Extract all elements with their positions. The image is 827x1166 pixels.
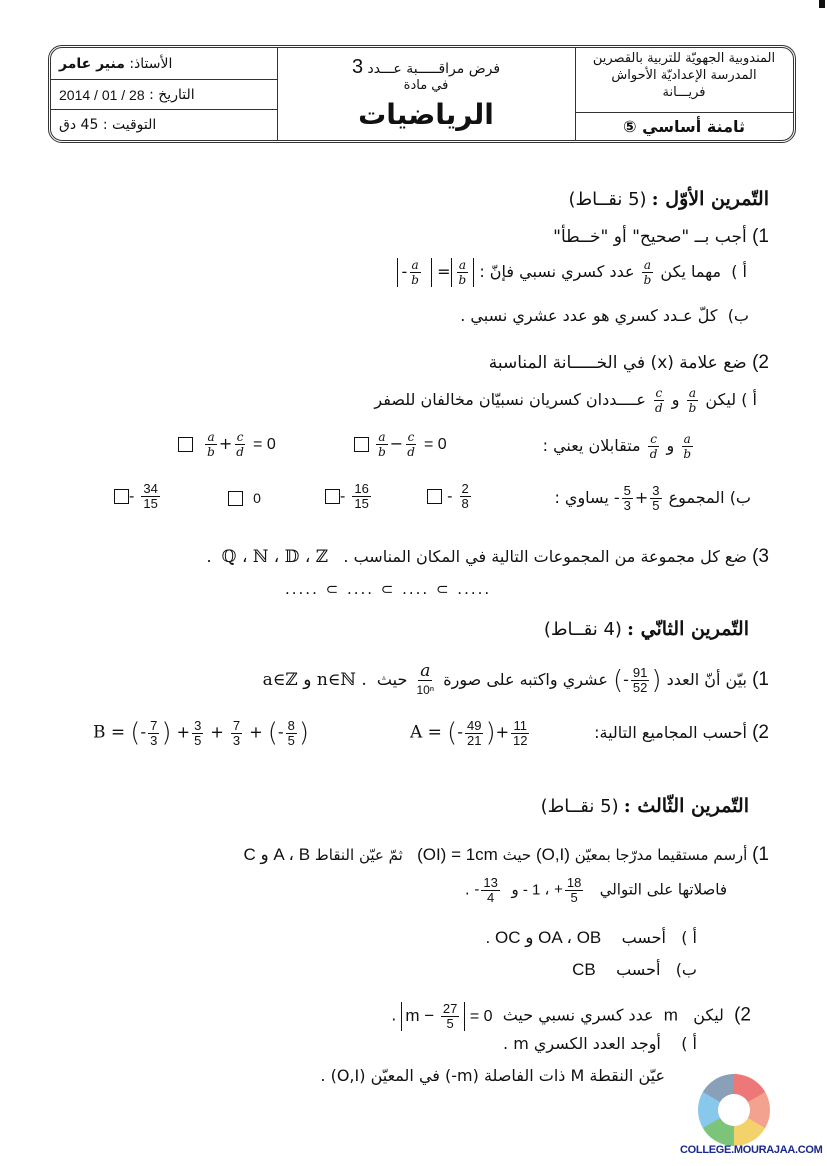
exercise1-points: (5 نقــاط) <box>568 189 647 210</box>
ex3-q2: 2) ليكن m عدد كسري نسبي حيث m − $\frac{27}{5}$ = 0 . <box>391 1001 751 1031</box>
exercise2-heading <box>544 618 749 640</box>
teacher-name: منير عامر <box>59 55 125 72</box>
exercise3-heading <box>541 795 749 817</box>
exercise3-points: (5 نقــاط) <box>540 796 619 817</box>
duration-row <box>51 110 277 140</box>
fraction-a-b: $\frac{a}{b}$ <box>643 258 652 287</box>
abs-m-equation: m − $\frac{27}{5}$ = 0 <box>401 1008 492 1025</box>
equals-zero: = 0 <box>469 1007 493 1025</box>
q-number: 2) <box>752 352 769 373</box>
ex1-q1a <box>397 258 747 287</box>
denominator: 15 <box>354 496 369 511</box>
variable-m: m <box>663 1005 678 1025</box>
sub-label: ب) <box>675 960 697 979</box>
set-inclusion-chain: ..... ⊂ .... ⊂ .... ⊂ ..... <box>285 580 492 598</box>
sub-label: ب) <box>727 306 749 325</box>
option-minus-34-15 <box>114 482 162 511</box>
numerator: 2 <box>461 481 469 496</box>
option-text: = 0 <box>253 436 276 453</box>
site-logo <box>680 1060 823 1160</box>
ex1-q2a-text2: عــــددان كسريان نسبيّان مخالفان للصفر <box>374 390 646 409</box>
checkbox[interactable] <box>178 437 193 452</box>
sub-label: أ ) <box>681 928 697 947</box>
region-name: المندوبية الجهويّة للتربية بالقصرين <box>592 51 776 66</box>
header-school-info <box>575 48 793 140</box>
expression-A: A = (- $\frac{49}{21}$ )+ $\frac{11}{12}$ <box>410 717 528 748</box>
checkbox[interactable] <box>228 491 243 506</box>
option-zero <box>228 488 261 507</box>
town-name: فريـــانة <box>662 85 706 100</box>
frame-label: (O,I) <box>535 845 570 864</box>
ex1-q1a-text: مهما يكن <box>660 262 722 281</box>
ex2-q1-text2: عشري واكتبه على صورة <box>443 670 608 689</box>
denominator: 15 <box>143 496 158 511</box>
q-number: 1) <box>752 844 769 865</box>
distance-CB: CB <box>572 960 596 979</box>
and-word: و <box>666 436 675 455</box>
ex1-q2-text: ضع علامة (x) في الخـــــانة المناسبة <box>488 353 747 373</box>
ex2-q1: 1) بيّن أنّ العدد (- $\frac{91}{52}$ ) عشري واكتبه على صورة $\frac{a}{\text{10ⁿ}}$ حيث a∈ℤ و n∈ℕ . <box>262 661 769 697</box>
absolute-value-equation: - $\frac{a}{b}$ = $\frac{a}{b}$ <box>397 262 474 281</box>
ex1-q1-text: أجب بــ "صحيح" أو "خــطأ" <box>553 227 747 247</box>
numerator: 34 <box>143 481 158 496</box>
numerator: 16 <box>354 481 369 496</box>
ex1-q2b <box>554 484 751 513</box>
and-word: و <box>671 390 680 409</box>
option-minus-2-8 <box>427 482 473 511</box>
ex1-q1b <box>460 306 749 325</box>
ex3-q1-text: أرسم مستقيما مدرّجا بمعيّن <box>574 846 748 864</box>
exam-number: 3 <box>351 56 364 78</box>
ex2-q2-text: أحسب المجاميع التالية: <box>594 723 747 742</box>
ex3-q2a-text: أوجد العدد الكسري m . <box>503 1034 661 1053</box>
denominator: 52 <box>632 680 648 695</box>
sub-label: أ ) <box>741 390 757 409</box>
date-label: التاريخ : <box>149 86 195 103</box>
ex1-q3-text: ضع كل مجموعة من المجموعات التالية في المكان المناسب . <box>343 547 747 566</box>
sub-label: أ ) <box>731 262 747 281</box>
number-sets: ℚ ، ℕ ، 𝔻 ، ℤ <box>221 547 329 567</box>
q-number: 1) <box>752 226 769 247</box>
logo-text: COLLEGE.MOURAJAA.COM <box>680 1144 823 1156</box>
exercise1-heading <box>569 188 769 210</box>
option-text: = 0 <box>423 436 447 453</box>
ex1-q1a-text2: عدد كسري نسبي فإنّ : <box>479 262 635 281</box>
numerator: 91 <box>632 665 648 680</box>
exercise2-title: التّمرين الثانّي : <box>627 618 749 640</box>
teacher-row <box>51 48 277 80</box>
ex1-q2a: أ ) ليكن $\frac{a}{b}$ و $\frac{c}{d}$ عــــددان كسريان نسبيّان مخالفان للصفر <box>374 386 757 415</box>
ex3-qb-text: أحسب <box>616 960 661 979</box>
exercise2-points: (4 نقــاط) <box>543 619 622 640</box>
q-number: 2) <box>752 722 769 743</box>
exam-header <box>48 45 796 143</box>
q-number: 2) <box>734 1004 751 1026</box>
ex2-q2 <box>594 722 769 744</box>
scan-corner-mark <box>819 0 825 8</box>
exercise1-title: التّمرين الأوّل : <box>651 188 769 210</box>
ex3-q2-text: ليكن <box>693 1005 724 1025</box>
header-teacher-info <box>51 48 278 140</box>
ex2-q1-text: بيّن أنّ العدد <box>666 670 747 689</box>
ex1-q2b-text2: يساوي : <box>554 488 609 507</box>
sum-expression: - $\frac{5}{3}$ + $\frac{3}{5}$ <box>613 483 660 513</box>
ex1-q2b-text: المجموع <box>668 488 725 507</box>
exercise3-title: التّمرين الثّالث : <box>623 795 749 817</box>
ex3-q1-line2: فاصلاتها على التوالي + $\frac{18}{5}$ ، 1 - و - $\frac{13}{4}$ . <box>464 875 727 905</box>
q-number: 3) <box>752 546 769 567</box>
ex3-q1-text2: ثمّ عيّن النقاط <box>314 846 403 864</box>
duration-label: التوقيت : <box>102 117 157 133</box>
checkbox[interactable] <box>427 489 442 504</box>
checkbox[interactable] <box>325 489 340 504</box>
ex2-q1-where: حيث <box>376 670 408 689</box>
ex3-q2a <box>503 1034 697 1053</box>
distances-list: OA ، OB و OC . <box>485 928 602 947</box>
abscissa-values: ، 1 - و <box>511 881 550 899</box>
ex1-q2a-text: ليكن <box>705 390 737 409</box>
ex1-q2 <box>489 352 769 374</box>
q-number: 1) <box>752 669 769 690</box>
duration-value: 45 دق <box>59 117 99 133</box>
sign: - <box>447 488 453 505</box>
ex3-qa-text: أحسب <box>621 928 666 947</box>
ex3-q2-text2: عدد كسري نسبي حيث <box>502 1005 654 1025</box>
option-value: 0 <box>253 490 261 506</box>
teacher-label: الأستاذ: <box>129 55 173 72</box>
option-minus-16-15 <box>325 482 373 511</box>
where-word: حيث <box>502 846 532 864</box>
ex1-q2a-line2: $\frac{a}{b}$ و $\frac{c}{d}$ متقابلان يعني : <box>542 432 691 461</box>
sub-label: أ ) <box>681 1034 697 1053</box>
sign: - <box>129 488 135 505</box>
ex1-q1b-text: كلّ عـدد كسري هو عدد عشري نسبي . <box>460 306 718 325</box>
unit-equation: (OI) = 1cm <box>417 845 498 864</box>
ex3-q2b: عيّن النقطة M ذات الفاصلة (m-) في المعيّن (O,I) . <box>320 1066 665 1085</box>
ex3-qb <box>572 960 697 980</box>
school-name: المدرسة الإعداديّة الأحواش <box>611 68 757 83</box>
ex3-qa <box>486 928 697 948</box>
sub-label: ب) <box>729 488 751 507</box>
expression-B: B = (- $\frac{7}{3}$ ) + $\frac{3}{5}$ + $\frac{7}{3}$ + (- $\frac{8}{5}$ ) <box>93 717 310 748</box>
checkbox[interactable] <box>354 437 369 452</box>
B-label: B = <box>93 722 126 743</box>
class-level: ثامنة أساسي ⑤ <box>623 116 745 136</box>
subject-title: الرياضيات <box>358 98 494 131</box>
checkbox[interactable] <box>114 489 129 504</box>
ex1-q1 <box>553 226 769 248</box>
exam-title: فرض مراقـــــبة عـــدد <box>367 61 501 77</box>
ex1-q3: 3) ضع كل مجموعة من المجموعات التالية في المكان المناسب . ℚ ، ℕ ، 𝔻 ، ℤ . <box>206 546 769 567</box>
date-row <box>51 80 277 110</box>
option-sum-zero: $\frac{a}{b}$ + $\frac{c}{d}$ = 0 <box>178 430 276 459</box>
A-label: A = <box>410 722 442 743</box>
subject-prefix: في مادة <box>403 78 449 93</box>
date-value: 2014 / 01 / 28 <box>59 86 145 103</box>
points-list: A ، B و C <box>243 845 311 864</box>
option-difference-zero: $\frac{a}{b}$ − $\frac{c}{d}$ = 0 <box>354 430 447 459</box>
ex1-q2a-line2-text: متقابلان يعني : <box>542 436 641 455</box>
denominator: 8 <box>461 496 469 511</box>
header-exam-title <box>277 48 576 140</box>
ex2-q1-condition: a∈ℤ و n∈ℕ . <box>262 670 367 690</box>
ex3-q1-line2-text: فاصلاتها على التوالي <box>599 880 727 899</box>
ex3-q1 <box>243 844 769 866</box>
sign: - <box>340 488 346 505</box>
